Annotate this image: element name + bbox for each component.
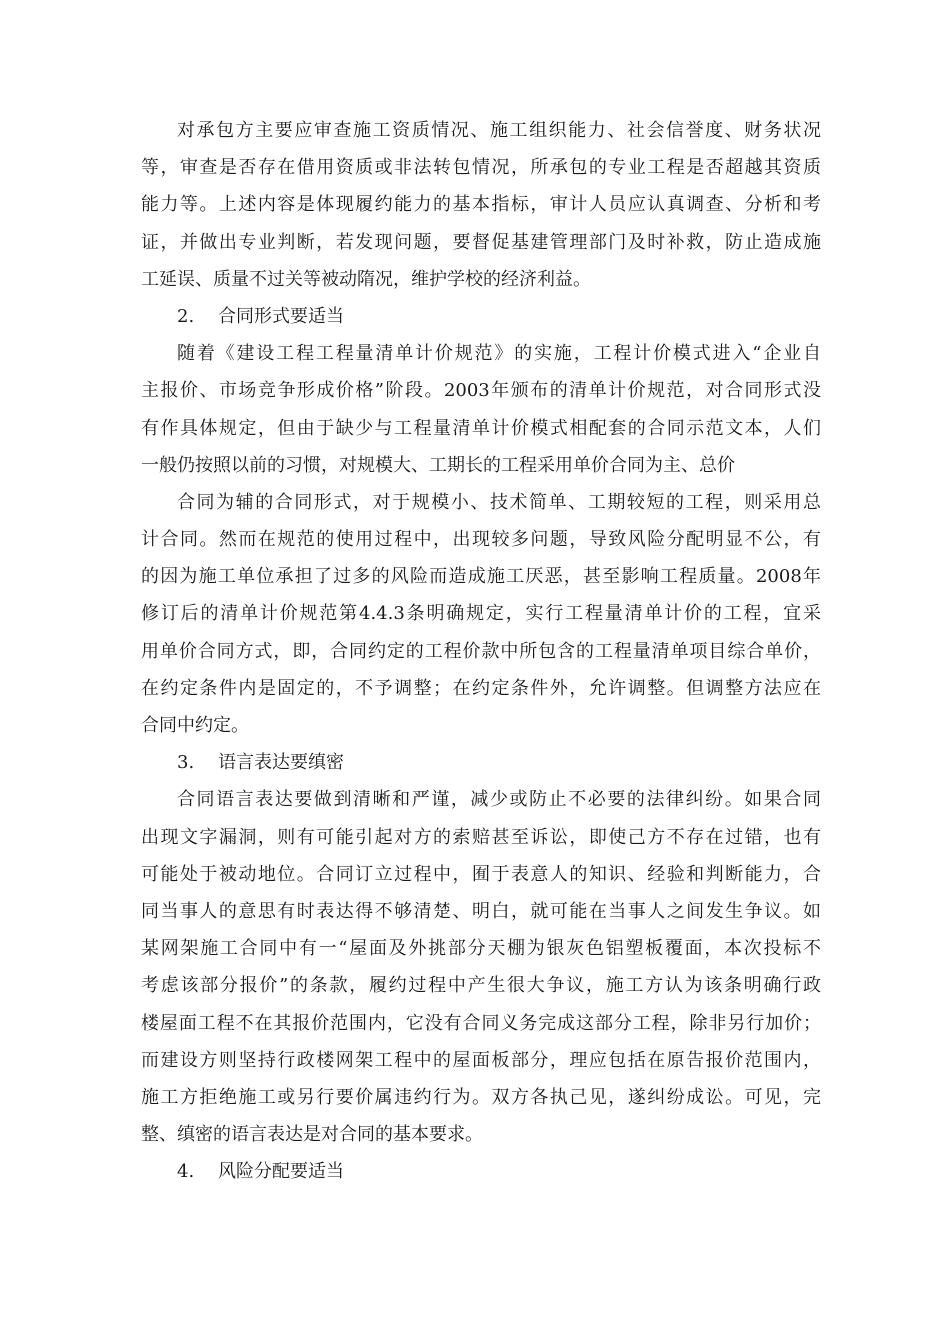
paragraph-unit-price-contract xyxy=(141,484,821,744)
text-line: 修订后的清单计价规范第4.4.3条明确规定，实行工程量清单计价的工程，宜采 xyxy=(141,603,821,625)
text-line: 主报价、市场竞争形成价格”阶段。2003年颁布的清单计价规范，对合同形式没 xyxy=(141,380,821,402)
text-line: 而建设方则坚持行政楼网架工程中的屋面板部分，理应包括在原告报价范围内， xyxy=(141,1049,821,1071)
text-line: 用单价合同方式，即，合同约定的工程价款中所包含的工程量清单项目综合单价， xyxy=(141,640,821,662)
text-line: 工延误、质量不过关等被动隋况，维护学校的经济利益。 xyxy=(141,268,591,290)
text-line: 可能处于被动地位。合同订立过程中，囿于表意人的知识、经验和判断能力，合 xyxy=(141,863,821,885)
text-line: 证，并做出专业判断，若发现问题，要督促基建管理部门及时补救，防止造成施 xyxy=(141,231,821,253)
text-line: 的因为施工单位承担了过多的风险而造成施工厌恶，甚至影响工程质量。2008年 xyxy=(141,566,821,588)
section-number: 3. xyxy=(177,752,195,774)
paragraph-contractor-review xyxy=(141,112,821,298)
section-number: 2. xyxy=(177,305,195,327)
text-line: 一般仍按照以前的习惯，对规模大、工期长的工程采用单价合同为主、总价 xyxy=(141,454,735,476)
text-line: 出现文字漏洞，则有可能引起对方的索赔甚至诉讼，即使己方不存在过错，也有 xyxy=(141,826,821,848)
text-line: 对承包方主要应审查施工资质情况、施工组织能力、社会信誉度、财务状况 xyxy=(177,120,821,141)
text-line: 楼屋面工程不在其报价范围内，它没有合同义务完成这部分工程，除非另行加价； xyxy=(141,1012,821,1034)
section-heading-4 xyxy=(141,1153,821,1190)
paragraph-contract-form xyxy=(141,335,821,484)
text-line: 整、缜密的语言表达是对合同的基本要求。 xyxy=(141,1124,483,1146)
text-line: 某网架施工合同中有一“屋面及外挑部分天棚为银灰色铝塑板覆面，本次投标不 xyxy=(141,938,821,960)
text-line: 施工方拒绝施工或另行要价属违约行为。双方各执己见，遂纠纷成讼。可见，完 xyxy=(141,1086,821,1108)
text-line: 合同为辅的合同形式，对于规模小、技术简单、工期较短的工程，则采用总 xyxy=(177,491,821,513)
text-line: 等，审查是否存在借用资质或非法转包情况，所承包的专业工程是否超越其资质 xyxy=(141,157,821,179)
text-line: 同当事人的意思有时表达得不够清楚、明白，就可能在当事人之间发生争议。如 xyxy=(141,900,821,922)
text-line: 有作具体规定，但由于缺少与工程量清单计价模式相配套的合同示范文本，人们 xyxy=(141,417,821,439)
document-body xyxy=(141,112,821,1190)
text-line: 随着《建设工程工程量清单计价规范》的实施，工程计价模式进入“企业自 xyxy=(177,343,821,365)
section-title: 合同形式要适当 xyxy=(218,305,344,327)
text-line: 在约定条件内是固定的，不予调整；在约定条件外，允许调整。但调整方法应在 xyxy=(141,677,821,699)
text-line: 合同语言表达要做到清晰和严谨，减少或防止不必要的法律纠纷。如果合同 xyxy=(177,789,821,811)
paragraph-language-precision xyxy=(141,781,821,1153)
text-line: 计合同。然而在规范的使用过程中，出现较多问题，导致风险分配明显不公，有 xyxy=(141,529,821,551)
section-heading-2 xyxy=(141,298,821,335)
text-line: 考虑该部分报价”的条款，履约过程中产生很大争议，施工方认为该条明确行政 xyxy=(141,975,821,997)
section-heading-3 xyxy=(141,744,821,781)
section-title: 语言表达要缜密 xyxy=(218,752,344,774)
text-line: 合同中约定。 xyxy=(141,715,249,736)
text-line: 能力等。上述内容是体现履约能力的基本指标，审计人员应认真调查、分析和考 xyxy=(141,194,821,216)
section-title: 风险分配要适当 xyxy=(218,1161,344,1183)
section-number: 4. xyxy=(177,1161,195,1183)
